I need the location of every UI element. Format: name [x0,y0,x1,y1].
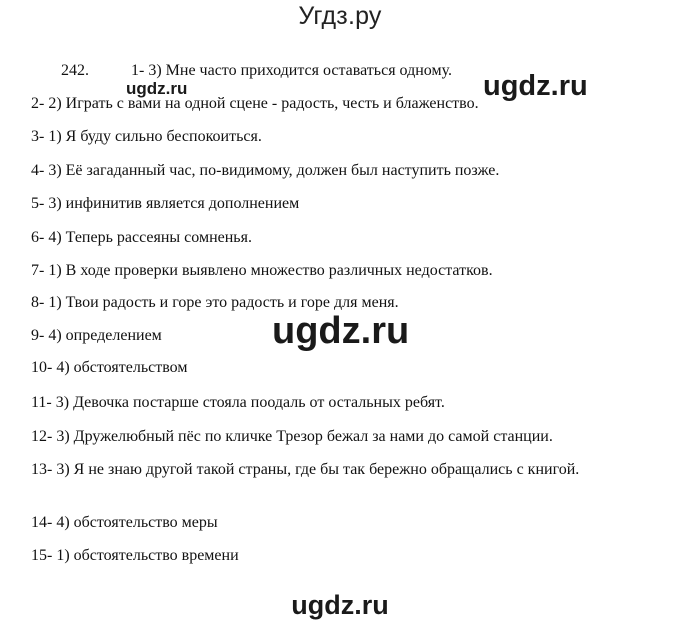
site-title: Угдз.ру [298,2,382,30]
answer-line-7: 7- 1) В ходе проверки выявлено множество различных недостатков. [31,262,493,279]
answer-line-15: 15- 1) обстоятельство времени [31,547,239,564]
watermark-center: ugdz.ru [272,310,410,352]
answer-line-2: 2- 2) Играть с вами на одной сцене - радость, честь и блаженство. [31,95,479,112]
answer-line-5: 5- 3) инфинитив является дополнением [31,195,300,212]
answer-line-13: 13- 3) Я не знаю другой такой страны, где бы так бережно обращались с книгой. [31,461,580,478]
answer-line-12: 12- 3) Дружелюбный пёс по кличке Трезор бежал за нами до самой станции. [31,428,553,445]
answer-text: 1- 3) Мне часто приходится оставаться одному. [131,62,453,79]
answer-line-8: 8- 1) Твои радость и горе это радость и горе для меня. [31,294,399,311]
answer-line-14: 14- 4) обстоятельство меры [31,514,218,531]
answer-line-11: 11- 3) Девочка постарше стояла поодаль от остальных ребят. [31,394,445,411]
answer-line-10: 10- 4) обстоятельством [31,359,188,376]
answer-line-3: 3- 1) Я буду сильно беспокоиться. [31,128,262,145]
exercise-number: 242. [61,62,89,79]
answer-line-4: 4- 3) Её загаданный час, по-видимому, должен был наступить позже. [31,162,500,179]
answer-line-9: 9- 4) определением [31,327,162,344]
watermark-small: ugdz.ru [126,79,188,98]
watermark-top-right: ugdz.ru [483,70,588,102]
watermark-bottom: ugdz.ru [291,590,389,620]
answer-line-6: 6- 4) Теперь рассеяны сомненья. [31,229,252,246]
